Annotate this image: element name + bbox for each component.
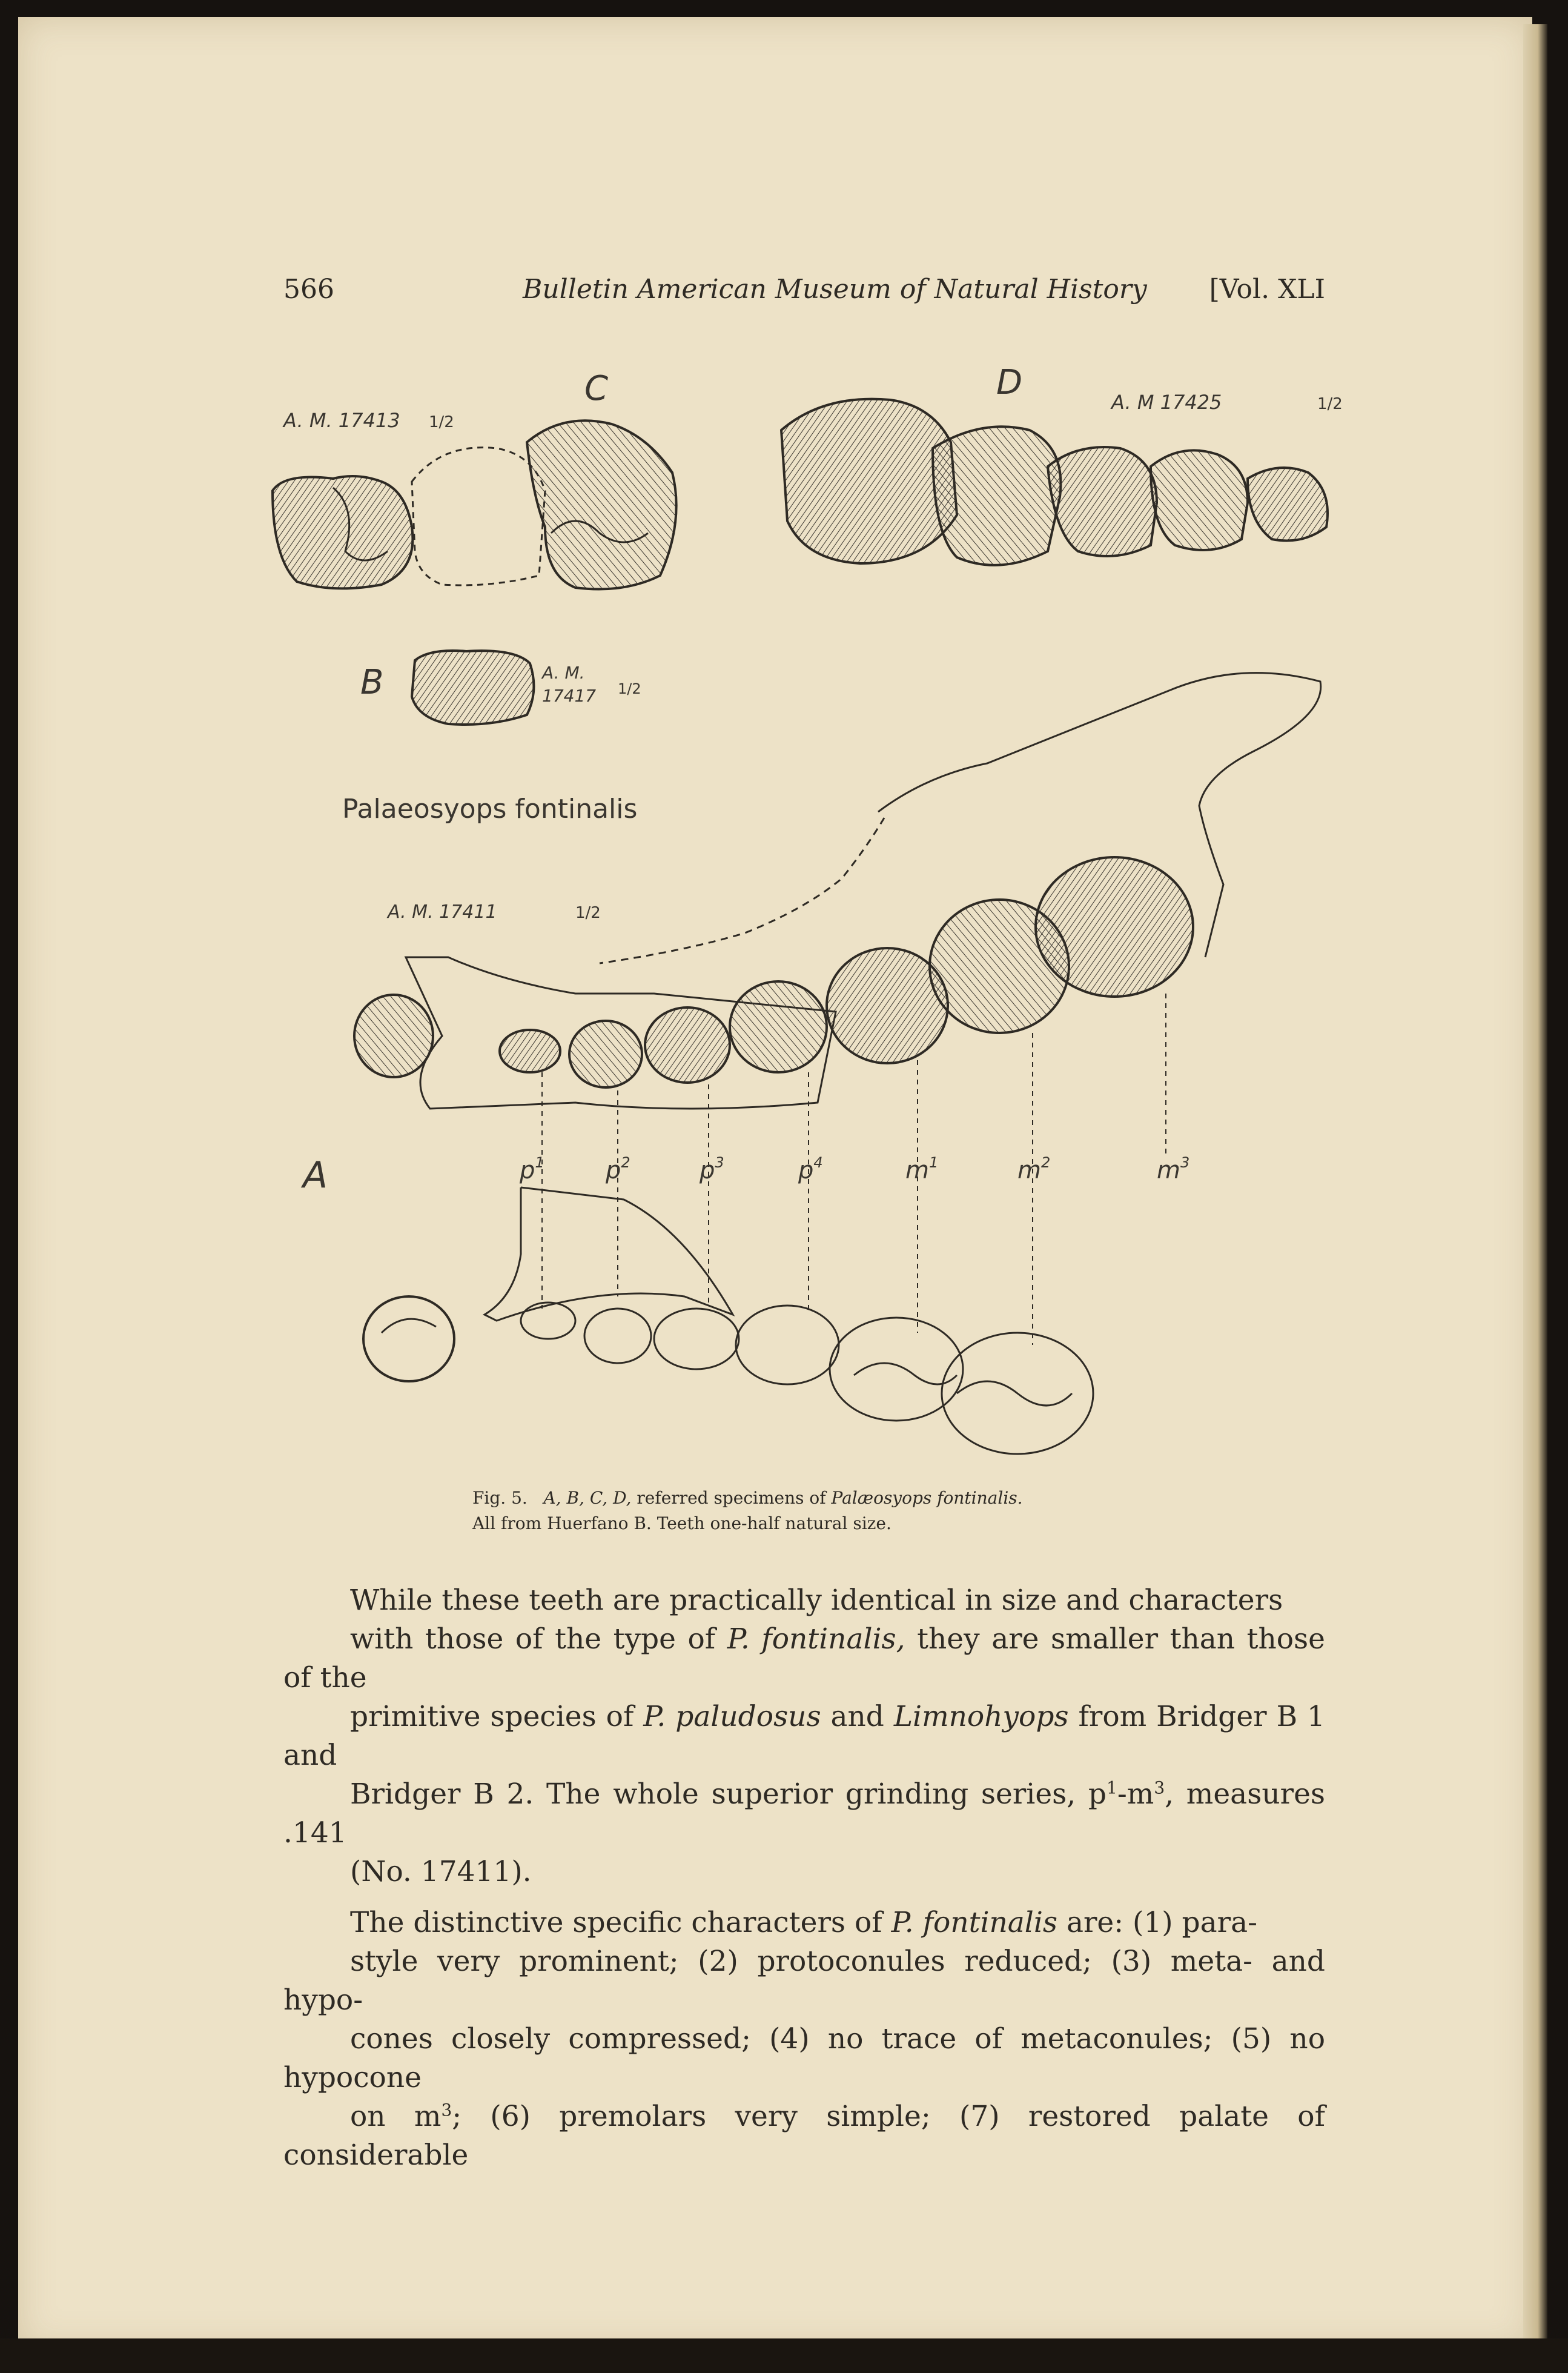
journal-title: Bulletin American Museum of Natural History xyxy=(523,274,1147,305)
tooth-d-1 xyxy=(781,399,957,563)
volume-label: [Vol. XLI xyxy=(1209,274,1325,305)
tooth-label-m2: $m^2$ xyxy=(1017,1154,1051,1184)
lower-p3 xyxy=(654,1309,739,1369)
tooth-c-right xyxy=(527,420,676,589)
lower-p2 xyxy=(584,1309,651,1363)
specimen-b xyxy=(360,651,641,725)
tooth-d-5 xyxy=(1248,468,1328,541)
specimen-c xyxy=(273,369,676,589)
specimen-b-number-line1: A. M. xyxy=(542,663,585,683)
tooth-label-p1: $p^1$ xyxy=(520,1154,544,1184)
figure-5-illustration xyxy=(260,351,1363,1478)
species-label: Palaeosyops fontinalis xyxy=(342,794,638,825)
specimen-d-scale: 1/2 xyxy=(1317,395,1343,413)
caption-line-2: All from Huerfano B. Teeth one-half natural size. xyxy=(472,1513,892,1533)
specimen-c-number: A. M. 17413 xyxy=(283,409,400,432)
tooth-drawing xyxy=(260,351,1363,1478)
tooth-b xyxy=(412,651,534,725)
caption-fig-label: Fig. 5. xyxy=(472,1488,528,1508)
specimen-a-number: A. M. 17411 xyxy=(388,901,497,923)
upper-p3 xyxy=(645,1007,730,1083)
lower-p4 xyxy=(736,1306,839,1384)
specimen-b-letter: B xyxy=(360,663,384,702)
page-edge xyxy=(1523,24,1547,2351)
specimen-a-letter: A xyxy=(303,1154,328,1196)
lower-p1 xyxy=(521,1303,575,1339)
figure-caption xyxy=(472,1485,1296,1536)
tooth-label-p2: $p^2$ xyxy=(606,1154,630,1184)
paragraph-1: While these teeth are practically identical in size and characters with those of the type of P. fontinalis, they are smaller than those of the primitive species of P. paludosus and Limnohyops from Bridger B 1 and Bridger B 2. The whole superior grinding series, $p^1-m^3$, measures .141 (No. 17411). xyxy=(283,1584,1325,1888)
page-number: 566 xyxy=(283,274,334,305)
lower-canine xyxy=(363,1296,454,1381)
specimen-b-number-line2: 17417 xyxy=(542,686,597,706)
upper-p4 xyxy=(730,981,827,1072)
tooth-label-p4: $p^4$ xyxy=(798,1154,823,1184)
caption-species: Palæosyops fontinalis. xyxy=(831,1488,1023,1508)
tooth-d-3 xyxy=(1048,447,1157,556)
body-text xyxy=(283,1581,1325,2175)
upper-m3 xyxy=(1036,857,1193,997)
specimen-d-number: A. M 17425 xyxy=(1111,391,1222,414)
upper-p2 xyxy=(569,1021,642,1087)
lower-jaw-fragment xyxy=(485,1187,733,1321)
specimen-c-scale: 1/2 xyxy=(429,413,454,431)
canine-tooth xyxy=(354,995,433,1077)
upper-p1 xyxy=(500,1030,560,1072)
paragraph-2: The distinctive specific characters of P. fontinalis are: (1) para- style very prominent; (2) protoconules reduced; (3) meta- and hypo- cones closely compressed; (4) no trace of metaconules; (5) no hypocone on $m^3$; (6) premolars very simple; (7) restored palate of considerable xyxy=(283,1906,1325,2172)
restored-palate-outline xyxy=(600,818,884,963)
tooth-label-p3: $p^3$ xyxy=(700,1154,724,1184)
caption-letters: A, B, C, D, xyxy=(543,1488,632,1508)
tooth-d-4 xyxy=(1151,450,1248,550)
specimen-a-scale: 1/2 xyxy=(575,904,601,922)
scan-border xyxy=(0,2338,1568,2373)
specimen-b-scale: 1/2 xyxy=(618,680,641,697)
caption-line-1 xyxy=(472,1485,1296,1511)
tooth-label-m3: $m^3$ xyxy=(1157,1154,1190,1184)
specimen-d xyxy=(781,363,1343,565)
specimen-a xyxy=(300,673,1321,1454)
missing-tooth-outline xyxy=(412,448,545,585)
caption-text: referred specimens of xyxy=(637,1488,826,1508)
specimen-c-letter: C xyxy=(584,369,609,408)
running-head xyxy=(283,274,1325,310)
tooth-position-labels xyxy=(519,1154,1189,1184)
tooth-label-m1: $m^1$ xyxy=(905,1154,939,1184)
specimen-d-letter: D xyxy=(996,363,1023,402)
tooth-c-left xyxy=(273,476,412,588)
tooth-d-2 xyxy=(933,426,1060,565)
